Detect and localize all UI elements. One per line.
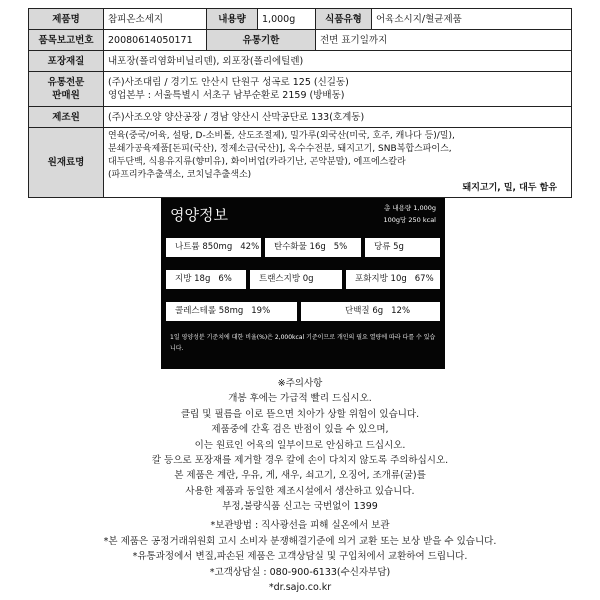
- product-info-table: [28, 8, 572, 198]
- expiry-label: 유통기한: [207, 30, 316, 51]
- compensation-notice: *본 제품은 공정거래위원회 고시 소비자 분쟁해결기준에 의거 교환 또는 보상 받을 수 있습니다.: [103, 535, 497, 547]
- maker-value: (주)사조오양 양산공장 / 경남 양산시 산막공단로 133(호계동): [104, 107, 572, 128]
- food-type-value: 어육소시지/혈균제품: [372, 9, 572, 30]
- nutrient-fat: [166, 270, 246, 289]
- storage-section: [0, 518, 600, 596]
- nutrient-label: 단백질 6g: [345, 306, 384, 316]
- nutrient-pct: 67%: [414, 274, 434, 284]
- nutrient-label: 콜레스테롤 58mg: [175, 306, 244, 316]
- nutrient-cholesterol: [166, 302, 297, 321]
- caution-title: ※주의사항: [277, 378, 323, 389]
- packaging-value: 내포장(폴리염화비닐리덴), 외포장(폴리에틸렌): [104, 51, 572, 72]
- distributor-value: [104, 72, 572, 107]
- row-maker: [29, 107, 572, 128]
- ingredients-line: 대두단백, 식용유지류(향미유), 화이버업(카라기난, 곤약분말), 에프에스칼라: [108, 157, 406, 167]
- caution-line: 개봉 후에는 가급적 빨리 드십시오.: [228, 393, 372, 405]
- distributor-label: [29, 72, 104, 107]
- nutrient-satfat: [346, 270, 440, 289]
- caution-line: 본 제품은 계란, 우유, 게, 새우, 쇠고기, 오징어, 조개류(굴)를: [174, 470, 426, 482]
- nutrition-note: [170, 332, 438, 354]
- nutrient-pct: 5%: [333, 242, 348, 252]
- nutrient-label: 트랜스지방 0g: [259, 274, 314, 284]
- caution-line: 칼 등으로 포장재를 제거할 경우 칼에 손이 다치지 않도록 주의하십시오.: [151, 455, 449, 467]
- customer-service-phone: *고객상담실 : 080-900-6133(수신자부담): [209, 566, 391, 578]
- nutrient-pct: 6%: [218, 274, 232, 284]
- row-product-name: [29, 9, 572, 30]
- content-label: 내용량: [207, 9, 258, 30]
- product-name-label: 제품명: [29, 9, 104, 30]
- caution-section: [0, 376, 600, 515]
- nutrient-label: 포화지방 10g: [355, 274, 407, 284]
- nutrient-carb: [265, 238, 361, 257]
- row-report-no: [29, 30, 572, 51]
- caution-line: 제품중에 간혹 검은 반점이 있을 수 있으며,: [211, 424, 389, 436]
- nutrition-kcal: 100g당 250 kcal: [383, 216, 436, 224]
- caution-line: 이는 원료인 어육의 일부이므로 안심하고 드십시오.: [194, 439, 406, 451]
- maker-label: 제조원: [29, 107, 104, 128]
- website-link[interactable]: *dr.sajo.co.kr: [268, 582, 332, 593]
- nutrient-sodium: [166, 238, 261, 257]
- nutrient-label: 나트륨 850mg: [175, 242, 233, 252]
- nutrient-pct: 42%: [240, 242, 260, 252]
- ingredients-value: [104, 128, 572, 198]
- nutrient-pct: 19%: [251, 306, 271, 316]
- caution-line: 부정,불량식품 신고는 국번없이 1399: [222, 501, 378, 513]
- caution-line: 사용한 제품과 동일한 제조시설에서 생산하고 있습니다.: [185, 485, 415, 497]
- nutrient-label: 탄수화물 16g: [274, 242, 326, 252]
- nutrition-note-text: 1일 영양성분 기준치에 대한 비율(%)은 2,000kcal 기준이므로 개인의 필요 열량에 따라 다를 수 있습니다.: [170, 334, 436, 352]
- food-type-label: 식품유형: [316, 9, 372, 30]
- nutrient-pct: 12%: [391, 306, 411, 316]
- nutrient-label: 지방 18g: [175, 274, 211, 284]
- ingredients-line: (파프리카추출색소, 코치닐추출색소): [108, 170, 252, 180]
- report-no-value: 20080614050171: [104, 30, 207, 51]
- row-packaging: [29, 51, 572, 72]
- nutrition-total-content: 총 내용량 1,000g: [384, 204, 436, 212]
- content-value: 1,000g: [258, 9, 316, 30]
- distributor-line-1: (주)사조대림 / 경기도 안산시 단원구 성곡로 125 (신길동): [108, 77, 349, 88]
- distributor-line-2: 영업본부 : 서울특별시 서초구 남부순환로 2159 (방배동): [108, 90, 345, 101]
- report-no-label: 품목보고번호: [29, 30, 104, 51]
- ingredients-line: 연육(중국/어육, 설탕, D-소비톨, 산도조절제), 밀가루(외국산(미국, 호주, 캐나다 등)/밀),: [108, 131, 455, 141]
- storage-method: *보관방법 : 직사광선을 피해 실온에서 보관: [210, 520, 390, 531]
- allergy-notice: 돼지고기, 밀, 대두 함유: [462, 183, 557, 193]
- row-distributor: [29, 72, 572, 107]
- exchange-notice: *유통과정에서 변질,파손된 제품은 고객상담실 및 구입처에서 교환하여 드립니다.: [132, 551, 468, 562]
- ingredients-line: 분쇄가공육제품[돈피(국산), 정제소금(국산)], 옥수수전분, 돼지고기, SNB복합스파이스,: [108, 144, 452, 154]
- nutrient-trans: [250, 270, 342, 289]
- distributor-label-1: 유통전문: [47, 77, 85, 88]
- distributor-label-2: 판매원: [52, 90, 80, 101]
- row-ingredients: [29, 128, 572, 198]
- nutrient-sugar: [365, 238, 440, 257]
- nutrient-protein: [301, 302, 440, 321]
- nutrient-label: 당류 5g: [374, 242, 404, 252]
- nutrition-title: 영양정보: [170, 206, 228, 224]
- packaging-label: 포장재질: [29, 51, 104, 72]
- ingredients-label: 원재료명: [29, 128, 104, 198]
- product-name-value: 참피온소세지: [104, 9, 207, 30]
- expiry-value: 전면 표기일까지: [316, 30, 572, 51]
- caution-line: 클립 및 필름을 이로 뜯으면 치아가 상할 위험이 있습니다.: [180, 408, 420, 420]
- nutrition-panel: [161, 198, 445, 369]
